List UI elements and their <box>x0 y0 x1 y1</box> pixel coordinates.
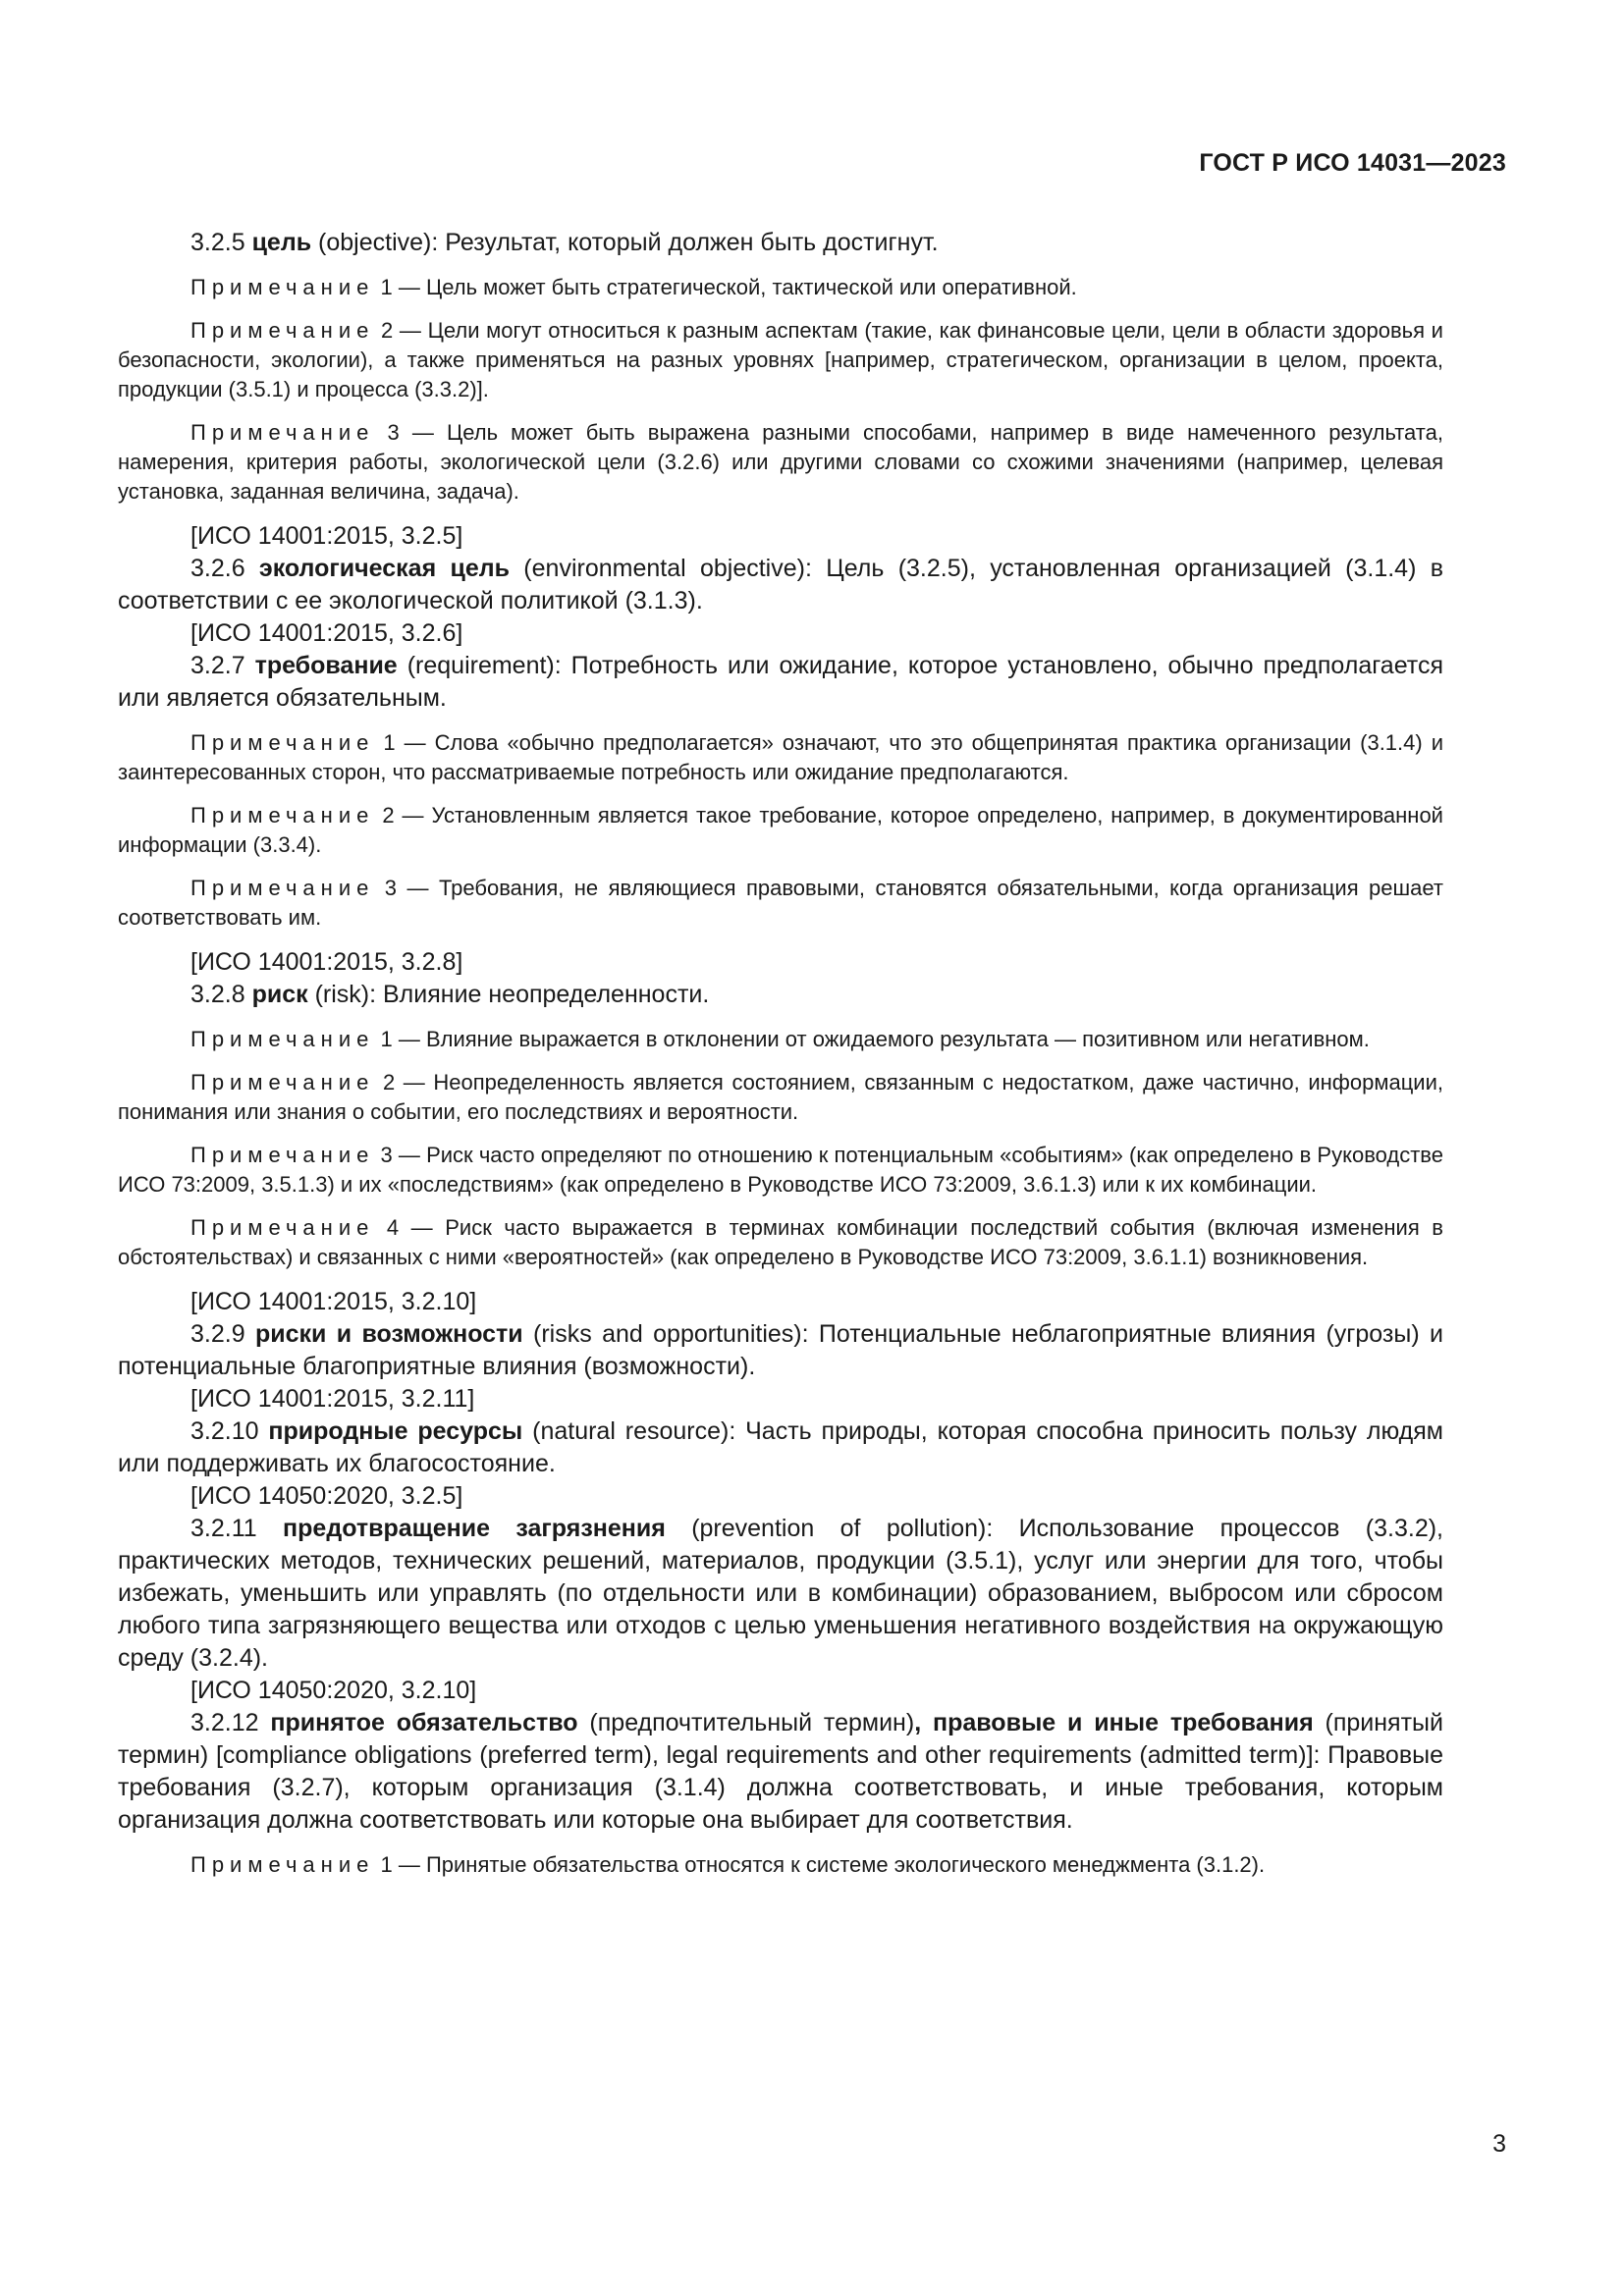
term-definition <box>118 227 1443 259</box>
note-index: 1 <box>380 1027 393 1051</box>
note-text: Слова «обычно предполагается» означают, что это общепринятая практика организации (3.1.4) и заинтересованных сторон, что рассматриваемые потребность или ожидание предполагаются. <box>118 730 1443 784</box>
note-index: 2 <box>381 318 394 343</box>
note-text: Установленным является такое требование, которое определено, например, в документированной информации (3.3.4). <box>118 803 1443 857</box>
note-label: Примечание <box>190 876 375 900</box>
source-reference <box>118 1675 1443 1707</box>
note-text: Риск часто определяют по отношению к потенциальным «событиям» (как определено в Руководстве ИСО 73:2009, 3.5.1.3) и их «последствиям» (как определено в Руководстве ИСО 73:2009, 3.6.1.3) или к их комбинации. <box>118 1143 1443 1197</box>
term-number: 3.2.9 <box>190 1320 245 1348</box>
reference-text: [ИСО 14001:2015, 3.2.10] <box>190 1288 477 1315</box>
note-label: Примечание <box>190 1070 375 1095</box>
reference-text: [ИСО 14001:2015, 3.2.5] <box>190 522 463 550</box>
note-label: Примечание <box>190 803 375 828</box>
note-index: 3 <box>380 1143 393 1167</box>
term-number: 3.2.11 <box>190 1515 257 1542</box>
term-name: риск <box>251 981 308 1008</box>
reference-text: [ИСО 14050:2020, 3.2.10] <box>190 1677 477 1704</box>
source-reference <box>118 1286 1443 1318</box>
term-definition <box>118 650 1443 715</box>
term-name: экологическая цель <box>258 555 510 582</box>
note: Примечание 2 — Цели могут относиться к разным аспектам (такие, как финансовые цели, цели в области здоровья и безопасности, экологии), а также применяться на разных уровнях [например, стратегическом, организации в целом, проекта, продукции (3.5.1) и процесса (3.3.2)]. <box>118 318 1443 401</box>
note: Примечание 1 — Влияние выражается в отклонении от ожидаемого результата — позитивном или негативном. <box>190 1027 1370 1051</box>
note: Примечание 3 — Риск часто определяют по отношению к потенциальным «событиям» (как определено в Руководстве ИСО 73:2009, 3.5.1.3) и их «последствиям» (как определено в Руководстве ИСО 73:2009, 3.6.1.3) или к их комбинации. <box>118 1143 1443 1197</box>
note: Примечание 4 — Риск часто выражается в терминах комбинации последствий события (включая изменения в обстоятельствах) и связанных с ними «вероятностей» (как определено в Руководстве ИСО 73:2009, 3.6.1.1) возникновения. <box>118 1215 1443 1269</box>
note-text: Цель может быть выражена разными способами, например в виде намеченного результата, намерения, критерия работы, экологической цели (3.2.6) или другими словами со схожими значениями (например, целевая установка, заданная величина, задача). <box>118 420 1443 504</box>
note: Примечание 3 — Требования, не являющиеся правовыми, становятся обязательными, когда организация решает соответствовать им. <box>118 876 1443 930</box>
note-label: Примечание <box>190 420 375 445</box>
term-name: принятое обязательство <box>270 1709 578 1736</box>
term-name: требование <box>254 652 398 679</box>
term-definition <box>118 979 1443 1011</box>
note-index: 3 <box>387 420 400 445</box>
note-label: Примечание <box>190 318 375 343</box>
note-text: Влияние выражается в отклонении от ожидаемого результата — позитивном или негативном. <box>425 1027 1370 1051</box>
note-text: Требования, не являющиеся правовыми, становятся обязательными, когда организация решает соответствовать им. <box>118 876 1443 930</box>
source-reference <box>118 617 1443 650</box>
term-definition <box>118 1318 1443 1383</box>
note-text: Принятые обязательства относятся к системе экологического менеджмента (3.1.2). <box>425 1852 1266 1877</box>
note-text: Неопределенность является состоянием, связанным с недостатком, даже частично, информации, понимания или знания о событии, его последствиях и вероятности. <box>118 1070 1443 1124</box>
term-definition <box>118 553 1443 617</box>
term-name: риски и возможности <box>254 1320 523 1348</box>
page-number: 3 <box>1492 2130 1506 2158</box>
term-text: (risks and opportunities): Потенциальные неблагоприятные влияния (угрозы) и потенциальные благоприятные влияния (возможности). <box>118 1320 1443 1380</box>
note-label: Примечание <box>190 730 375 755</box>
term-text: (prevention of pollution): Использование процессов (3.3.2), практических методов, технических решений, материалов, продукции (3.5.1), услуг или энергии для того, чтобы избежать, уменьшить или управлять (по отдельности или в комбинации) образованием, выбросом или сбросом любого типа загрязняющего вещества или отходов с целью уменьшения негативного воздействия на окружающую среду (3.2.4). <box>118 1515 1443 1672</box>
note-index: 3 <box>384 876 398 900</box>
term-name: предотвращение загрязнения <box>283 1515 666 1542</box>
note-index: 2 <box>382 1070 396 1095</box>
term-number: 3.2.7 <box>190 652 245 679</box>
term-number: 3.2.5 <box>190 229 245 256</box>
reference-text: [ИСО 14001:2015, 3.2.11] <box>190 1385 475 1413</box>
term-number: 3.2.12 <box>190 1709 259 1736</box>
term-text: (requirement): Потребность или ожидание, которое установлено, обычно предполагается или является обязательным. <box>118 652 1443 712</box>
note-label: Примечание <box>190 275 375 299</box>
note-label: Примечание <box>190 1215 375 1240</box>
term-text: (принятый термин) [compliance obligations (preferred term), legal requirements and other requirements (admitted term)]: Правовые требования (3.2.7), которым организация (3.1.4) должна соответствовать, и иные требования, которым организация должна соответствовать или которые она выбирает для соответствия. <box>118 1709 1443 1834</box>
note-text: Риск часто выражается в терминах комбинации последствий события (включая изменения в обстоятельствах) и связанных с ними «вероятностей» (как определено в Руководстве ИСО 73:2009, 3.6.1.1) возникновения. <box>118 1215 1443 1269</box>
term-number: 3.2.10 <box>190 1417 259 1445</box>
note: Примечание 2 — Неопределенность является состоянием, связанным с недостатком, даже частично, информации, понимания или знания о событии, его последствиях и вероятности. <box>118 1070 1443 1124</box>
term-text: (objective): Результат, который должен быть достигнут. <box>311 229 939 256</box>
document-id-header: ГОСТ Р ИСО 14031—2023 <box>1199 149 1506 177</box>
source-reference <box>118 520 1443 553</box>
note: Примечание 1 — Цель может быть стратегической, тактической или оперативной. <box>190 275 1077 299</box>
reference-text: [ИСО 14050:2020, 3.2.5] <box>190 1482 463 1510</box>
term-number: 3.2.8 <box>190 981 245 1008</box>
note-index: 1 <box>380 1852 393 1877</box>
note-label: Примечание <box>190 1143 375 1167</box>
term-qualifier: (предпочтительный термин) <box>577 1709 915 1736</box>
note: Примечание 3 — Цель может быть выражена разными способами, например в виде намеченного результата, намерения, критерия работы, экологической цели (3.2.6) или другими словами со схожими значениями (например, целевая установка, заданная величина, задача). <box>118 420 1443 504</box>
source-reference <box>118 1383 1443 1415</box>
note: Примечание 1 — Принятые обязательства относятся к системе экологического менеджмента (3.1.2). <box>190 1852 1266 1877</box>
note-index: 4 <box>386 1215 400 1240</box>
term-definition <box>118 1415 1443 1480</box>
note-text: Цели могут относиться к разным аспектам (такие, как финансовые цели, цели в области здоровья и безопасности, экологии), а также применяться на разных уровнях [например, стратегическом, организации в целом, проекта, продукции (3.5.1) и процесса (3.3.2)]. <box>118 318 1443 401</box>
note-label: Примечание <box>190 1027 375 1051</box>
term-text: (risk): Влияние неопределенности. <box>307 981 710 1008</box>
note-index: 1 <box>380 275 393 299</box>
document-body <box>118 227 1443 1894</box>
term-name-alt: , правовые и иные требования <box>914 1709 1314 1736</box>
source-reference <box>118 946 1443 979</box>
term-text: (natural resource): Часть природы, которая способна приносить пользу людям или поддерживать их благосостояние. <box>118 1417 1443 1477</box>
note: Примечание 1 — Слова «обычно предполагается» означают, что это общепринятая практика организации (3.1.4) и заинтересованных сторон, что рассматриваемые потребность или ожидание предполагаются. <box>118 730 1443 784</box>
term-definition <box>118 1513 1443 1675</box>
reference-text: [ИСО 14001:2015, 3.2.8] <box>190 948 463 976</box>
note-text: Цель может быть стратегической, тактической или оперативной. <box>425 275 1077 299</box>
note-label: Примечание <box>190 1852 375 1877</box>
source-reference <box>118 1480 1443 1513</box>
term-definition <box>118 1707 1443 1837</box>
term-name: природные ресурсы <box>268 1417 523 1445</box>
term-name: цель <box>251 229 312 256</box>
note: Примечание 2 — Установленным является такое требование, которое определено, например, в документированной информации (3.3.4). <box>118 803 1443 857</box>
reference-text: [ИСО 14001:2015, 3.2.6] <box>190 619 463 647</box>
note-index: 1 <box>383 730 396 755</box>
note-index: 2 <box>382 803 395 828</box>
term-text: (environmental objective): Цель (3.2.5), установленная организацией (3.1.4) в соответствии с ее экологической политикой (3.1.3). <box>118 555 1443 614</box>
term-number: 3.2.6 <box>190 555 245 582</box>
